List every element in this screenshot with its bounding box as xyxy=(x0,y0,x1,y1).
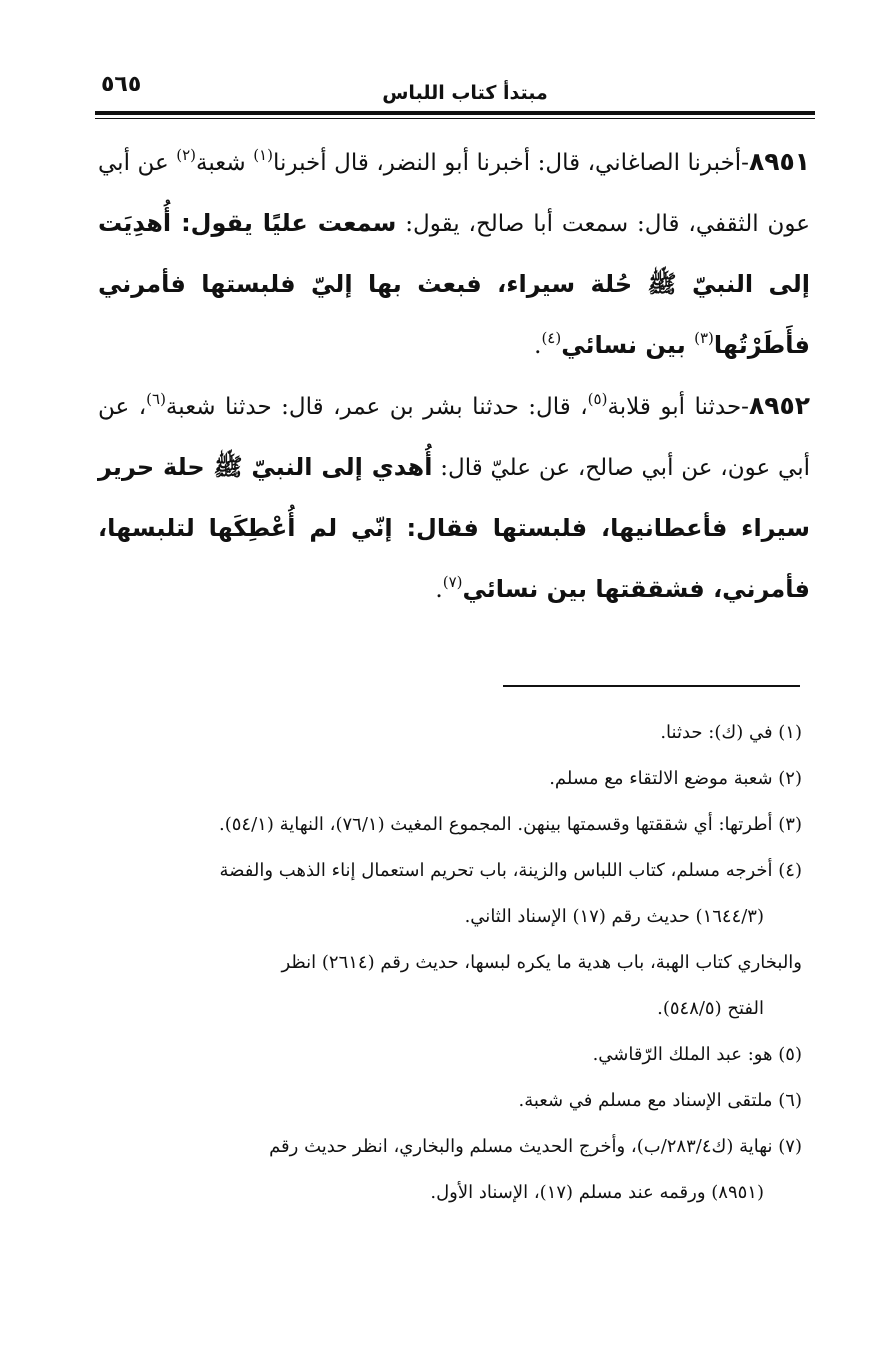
page-number: ٥٦٥ xyxy=(101,72,142,97)
main-text xyxy=(98,132,810,620)
hadith-text: ، قال: حدثنا بشر بن عمر، قال: حدثنا شعبة xyxy=(165,394,588,420)
header-rule xyxy=(95,111,815,115)
footnote-ref: (٣) xyxy=(694,329,714,347)
footnote-4-fath: الفتح (٥٤٨/٥). xyxy=(657,998,764,1019)
hadith-text: ، عن أبي عون، عن أبي صالح، عن عليّ قال: xyxy=(98,394,810,481)
hadith-8951 xyxy=(98,132,810,376)
footnote-4-cont: (١٦٤٤/٣) حديث رقم (١٧) الإسناد الثاني. xyxy=(464,906,764,927)
hadith-text: -حدثنا أبو قلابة xyxy=(607,394,749,420)
hadith-text: شعبة xyxy=(196,150,254,176)
footnote-1: (١) في (ك): حدثنا. xyxy=(660,722,802,743)
hadith-text: . xyxy=(435,577,443,603)
footnote-5: (٥) هو: عبد الملك الرّقاشي. xyxy=(592,1044,802,1065)
footnote-separator xyxy=(503,685,800,687)
hadith-number: ٨٩٥٢ xyxy=(748,391,810,420)
hadith-text: -أخبرنا الصاغاني، قال: أخبرنا أبو النضر، قال أخبرنا xyxy=(272,150,749,176)
footnote-ref: (٦) xyxy=(146,390,166,408)
footnote-ref: (٧) xyxy=(442,573,463,591)
footnote-7-cont: (٨٩٥١) ورقمه عند مسلم (١٧)، الإسناد الأول. xyxy=(430,1182,764,1203)
footnote-ref: (٤) xyxy=(541,329,562,347)
running-title: مبتدأ كتاب اللباس xyxy=(382,82,548,104)
footnote-7: (٧) نهاية (ك٢٨٣/٤/ب)، وأخرج الحديث مسلم والبخاري، انظر حديث رقم xyxy=(269,1136,802,1157)
footnote-6: (٦) ملتقى الإسناد مع مسلم في شعبة. xyxy=(518,1090,802,1111)
footnote-ref: (١) xyxy=(253,146,273,164)
hadith-text: . xyxy=(534,333,542,359)
footnote-4: (٤) أخرجه مسلم، كتاب اللباس والزينة، باب تحريم استعمال إناء الذهب والفضة xyxy=(219,860,802,881)
hadith-matn: سمعت عليًا يقول: أُهدِيَت إلى النبيّ ﷺ حُلة سيراء، فبعث بها إليّ فلبستها فأمرني فأَطَرْتُها xyxy=(98,209,810,359)
hadith-matn: أُهدي إلى النبيّ ﷺ حلة حرير سيراء فأعطانيها، فلبستها فقال: إنّي لم أُعْطِكَها لتلبسها، فأمرني، فشققتها بين نسائي xyxy=(98,453,810,603)
header-rule-thin xyxy=(95,118,815,119)
footnotes xyxy=(96,710,802,1216)
footnote-4-bukhari: والبخاري كتاب الهبة، باب هدية ما يكره لبسها، حديث رقم (٢٦١٤) انظر xyxy=(281,952,802,973)
hadith-number: ٨٩٥١ xyxy=(748,147,810,176)
page-header xyxy=(95,68,815,112)
footnote-ref: (٥) xyxy=(587,390,608,408)
hadith-matn: بين نسائي xyxy=(561,331,695,359)
footnote-2: (٢) شعبة موضع الالتقاء مع مسلم. xyxy=(549,768,802,789)
footnote-3: (٣) أطرتها: أي شققتها وقسمتها بينهن. المجموع المغيث (٧٦/١)، النهاية (٥٤/١). xyxy=(219,814,802,835)
footnote-ref: (٢) xyxy=(176,146,197,164)
hadith-text: عن أبي عون الثقفي، قال: سمعت أبا صالح، يقول: xyxy=(98,150,810,237)
hadith-8952 xyxy=(98,376,810,620)
